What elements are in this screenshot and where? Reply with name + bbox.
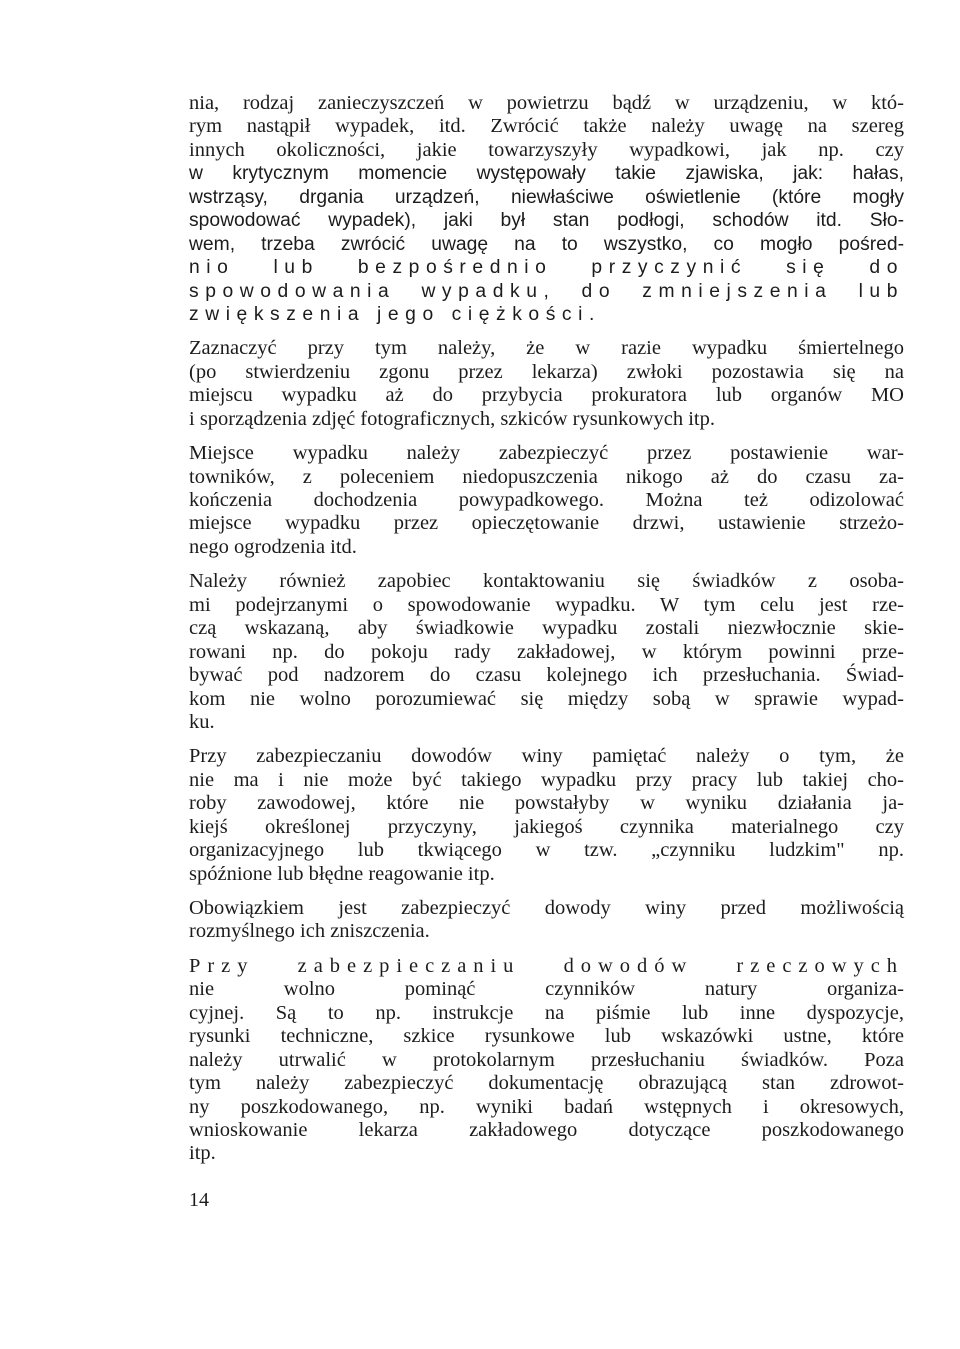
paragraph (189, 745, 904, 886)
text-line: ny poszkodowanego, np. wyniki badań wstępnych i okresowych, (189, 1095, 904, 1118)
text-line: kiejś określonej przyczyny, jakiegoś czynnika materialnego czy (189, 815, 904, 838)
text-line: czą wskazaną, aby świadkowie wypadku zostali niezwłocznie skie- (189, 617, 904, 640)
text-line: wnioskowanie lekarza zakładowego dotyczące poszkodowanego (189, 1118, 904, 1141)
text-line: należy utrwalić w protokolarnym przesłuchaniu świadków. Poza (189, 1048, 904, 1071)
text-line: nie ma i nie może być takiego wypadku przy pracy lub takiej cho- (189, 768, 904, 791)
text-line: zwiększenia jego ciężkości. (189, 303, 601, 325)
text-line: innych okoliczności, jakie towarzyszyły wypadkowi, jak np. czy (189, 138, 904, 161)
text-line: kończenia dochodzenia powypadkowego. Można też odizolować (189, 489, 904, 511)
text-line: bywać pod nadzorem do czasu kolejnego ich przesłuchania. Świad- (189, 664, 904, 687)
text-line: Należy również zapobiec kontaktowaniu się świadków z osoba- (189, 570, 904, 593)
text-line: Miejsce wypadku należy zabezpieczyć przez postawienie war- (189, 442, 904, 465)
text-line: cyjnej. Są to np. instrukcje na piśmie lub inne dyspozycje, (189, 1001, 904, 1024)
text-line: i sporządzenia zdjęć fotograficznych, szkiców rysunkowych itp. (189, 407, 715, 430)
paragraph (189, 955, 904, 1166)
paragraph-gap (189, 431, 904, 442)
text-line: mi podejrzanymi o spowodowanie wypadku. W tym celu jest rze- (189, 593, 904, 616)
page-body (189, 92, 904, 1166)
text-line: spowodowania wypadku, do zmniejszenia lub (189, 280, 904, 302)
text-line: Obowiązkiem jest zabezpieczyć dowody winy przed możliwością (189, 897, 904, 919)
paragraph-gap (189, 559, 904, 570)
paragraph (189, 442, 904, 559)
text-line: roby zawodowej, które nie powstałyby w wyniku działania ja- (189, 792, 904, 815)
page-number: 14 (189, 1189, 209, 1211)
text-line: tym należy zabezpieczyć dokumentację obrazującą stan zdrowot- (189, 1072, 904, 1095)
paragraph-gap (189, 944, 904, 955)
text-line: spowodować wypadek), jaki był stan podłogi, schodów itd. Sło- (189, 210, 904, 232)
text-line: Przy zabezpieczaniu dowodów winy pamiętać należy o tym, że (189, 745, 904, 768)
text-line: nie wolno pominąć czynników natury organiza- (189, 978, 904, 1001)
text-line: spóźnione lub błędne reagowanie itp. (189, 862, 495, 885)
paragraph (189, 897, 904, 944)
text-line: rysunki techniczne, szkice rysunkowe lub wskazówki ustne, które (189, 1025, 904, 1048)
text-line: nio lub bezpośrednio przyczynić się do (189, 257, 904, 279)
text-line: nego ogrodzenia itd. (189, 535, 357, 558)
text-line: ku. (189, 710, 215, 733)
text-line: itp. (189, 1142, 216, 1165)
paragraph (189, 337, 904, 431)
text-line: Zaznaczyć przy tym należy, że w razie wypadku śmiertelnego (189, 337, 904, 360)
text-line: rozmyślnego ich zniszczenia. (189, 920, 430, 943)
text-line: rym nastąpił wypadek, itd. Zwrócić także należy uwagę na szereg (189, 115, 904, 138)
text-line: (po stwierdzeniu zgonu przez lekarza) zwłoki pozostawia się na (189, 360, 904, 383)
text-line: rowani np. do pokoju rady zakładowej, w którym powinni prze- (189, 640, 904, 663)
text-line: miejsce wypadku przez opieczętowanie drzwi, ustawienie strzeżo- (189, 512, 904, 535)
text-line: wstrząsy, drgania urządzeń, niewłaściwe oświetlenie (które mogły (189, 186, 904, 208)
text-line: wem, trzeba zwrócić uwagę na to wszystko, co mogło pośred- (189, 233, 904, 255)
text-line: Przy zabezpieczaniu dowodów rzeczowych (189, 954, 904, 977)
paragraph-gap (189, 326, 904, 337)
paragraph (189, 92, 904, 326)
text-line: towników, z poleceniem niedopuszczenia nikogo aż do czasu za- (189, 465, 904, 488)
text-line: organizacyjnego lub tkwiącego w tzw. „czynniku ludzkim" np. (189, 839, 904, 862)
text-line: w krytycznym momencie występowały takie zjawiska, jak: hałas, (189, 163, 904, 185)
text-line: nia, rodzaj zanieczyszczeń w powietrzu bądź w urządzeniu, w któ- (189, 92, 904, 114)
paragraph-gap (189, 734, 904, 745)
paragraph (189, 570, 904, 734)
text-line: miejscu wypadku aż do przybycia prokuratora lub organów MO (189, 384, 904, 407)
text-line: kom nie wolno porozumiewać się między sobą w sprawie wypad- (189, 687, 904, 710)
paragraph-gap (189, 886, 904, 897)
